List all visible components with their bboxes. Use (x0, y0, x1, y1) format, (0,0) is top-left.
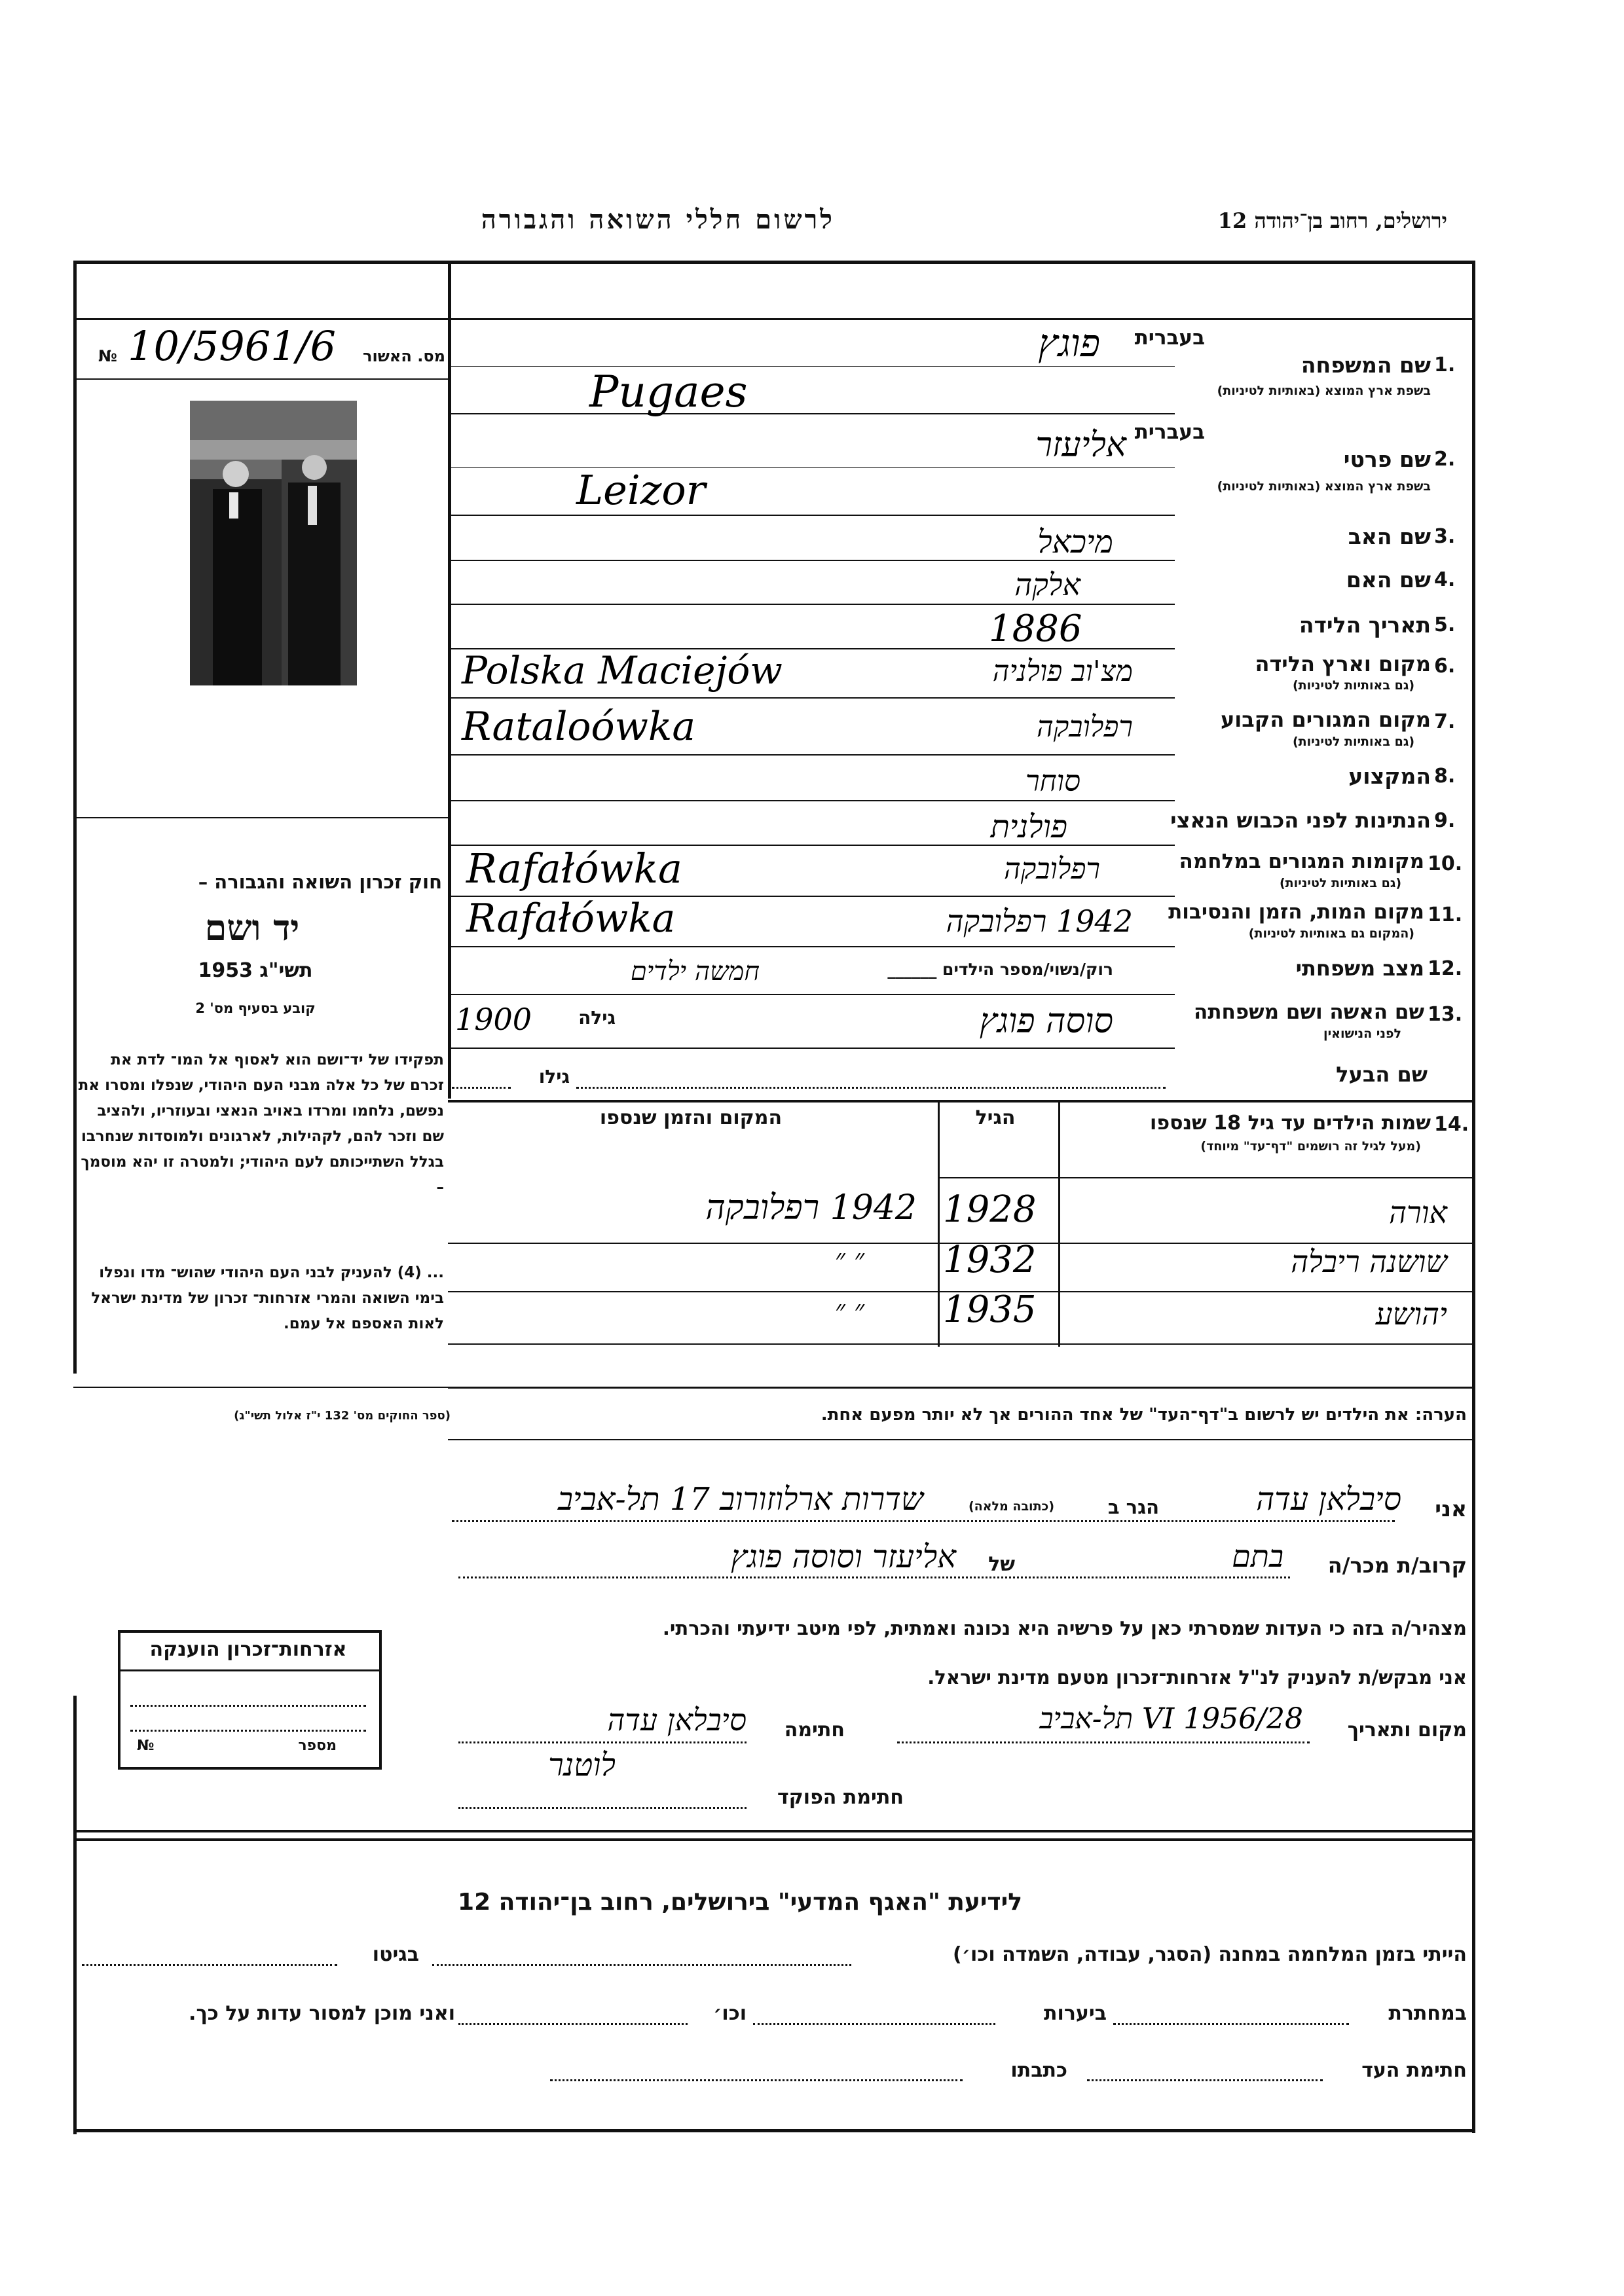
bottom-line2c: וכו׳ (713, 2002, 747, 2025)
child-2-age: 1932 (943, 1239, 1037, 1281)
field-2-label: שם פרטי (1343, 446, 1431, 472)
field-9-value: פולנית (990, 809, 1067, 845)
bottom-line1-dots-1 (432, 1964, 851, 1966)
decl-shel-value: אליעזר וסוסה פוגץ (730, 1539, 956, 1575)
frame-top (73, 261, 1475, 264)
child-1-age: 1928 (943, 1188, 1037, 1231)
decl-relative-value: בתם (1232, 1539, 1283, 1574)
children-top-rule (448, 1100, 1475, 1102)
bottom-line2-dots-1 (1113, 2023, 1349, 2025)
law-clause: קובע בסעיף מס' 2 (195, 1000, 316, 1016)
decl-gar: הגר ב (1107, 1496, 1159, 1518)
decl-shel: של (988, 1553, 1015, 1576)
frame-right (1472, 261, 1475, 2133)
citizenship-line (130, 1705, 366, 1707)
field-9-label: הנתינות לפני הכבוש הנאצי (1170, 808, 1431, 833)
field-1-heb: פוגץ (1038, 321, 1100, 365)
row-rule (448, 800, 1175, 801)
bottom-line3-dots-2 (550, 2079, 963, 2081)
field-11-num: 11. (1428, 903, 1463, 926)
decl-sign-value: סיבלאן עדה (607, 1702, 747, 1738)
decl-place-date-dots (897, 1741, 1310, 1743)
field-11-heb: 1942 רפלובקה (946, 903, 1133, 939)
husband-age-label: גילו (538, 1066, 570, 1087)
children-col-age: הגיל (975, 1106, 1016, 1129)
frame-bottom (73, 2129, 1475, 2132)
children-bottom-rule (448, 1387, 1475, 1389)
decl-relative-dots (458, 1576, 1290, 1578)
husband-label: שם הבעל (1336, 1062, 1428, 1087)
row-rule (448, 413, 1175, 414)
child-1-place: 1942 רפלובקה (705, 1188, 917, 1228)
frame-mid (448, 261, 451, 1099)
field-13-num: 13. (1428, 1003, 1463, 1026)
field-10-label: מקומות המגורים במלחמה (1179, 850, 1424, 873)
field-5-label: תאריך הלידה (1299, 612, 1431, 638)
field-10-latin: Rafałówka (466, 845, 683, 892)
decl-line-1: מצהיר/ה בזה כי העדות שמסרתי כאן על פרשיה היא נכונה ואמתית, לפי מיטב ידיעתי והכרתי. (662, 1617, 1467, 1639)
bottom-line1-dots-2 (82, 1964, 337, 1966)
field-1-sub: בשפת ארץ המוצא (באותיות לטיניות) (1217, 384, 1431, 398)
decl-address-value: שדרות ארלוזורוב 17 תל-אביב (557, 1481, 923, 1518)
citizenship-box (118, 1630, 382, 1770)
field-11-sub: (המקום גם באותיות לטיניות) (1248, 926, 1414, 941)
field-1-latin: Pugaes (589, 367, 748, 417)
field-7-heb: רפלובקה (1036, 710, 1133, 744)
lang-hebrew-2: בעברית (1134, 420, 1205, 444)
decl-place-date-label: מקום ותאריך (1347, 1719, 1467, 1741)
children-header-rule (938, 1177, 1475, 1178)
bottom-line2d: ואני מוכן למסור עדות על כך. (189, 2002, 455, 2025)
child-3-age: 1935 (943, 1288, 1037, 1331)
decl-ani-dots (452, 1520, 1395, 1522)
cert-rule (73, 378, 448, 380)
law-top-rule (73, 817, 448, 818)
child-3-name: יהושע (1375, 1296, 1447, 1332)
form-title: לרשום חללי השואה והגבורה (481, 204, 835, 235)
bottom-line3b: כתבתו (1010, 2059, 1067, 2082)
field-5-value: 1886 (989, 608, 1082, 650)
field-13-sub: לפני הנישואין (1323, 1027, 1401, 1041)
law-bottom-rule (73, 1387, 448, 1388)
field-11-latin: Rafałówka (466, 896, 676, 941)
field-3-num: 3. (1434, 525, 1456, 548)
field-8-num: 8. (1434, 765, 1456, 788)
bottom-line3-dots-1 (1087, 2079, 1323, 2081)
children-num: 14. (1434, 1113, 1469, 1136)
field-12-label: מצב משפחתי (1295, 956, 1424, 981)
field-11-label: מקום המות, הזמן והנסיבות (1168, 900, 1424, 924)
field-13-age: 1900 (455, 1002, 532, 1037)
bottom-double-rule-2 (73, 1838, 1475, 1841)
field-7-label: מקום המגורים הקבוע (1220, 707, 1431, 732)
certificate-number: 10/5961/6 (128, 322, 336, 370)
law-paragraph-1: תפקידו של יד־ושם הוא לאסוף אל המו־ לדת את זכרם של כל אלה מבני העם היהודי, שנפלו ומסרו את נפשם, נלחמו ומרדו באויב הנאצי ובעוזריו, ולהציב שם וזכר להם, לקהילות, לארגונים ולמוסדות שנחרבו בגלל השתייכותם לעם היהודי; ולמטרה זו יהא מוסמך – (78, 1051, 444, 1196)
law-year: תשי"ג 1953 (198, 959, 313, 982)
field-2-sub: בשפת ארץ המוצא (באותיות לטיניות) (1217, 479, 1431, 494)
bottom-line3a: חתימת העד (1361, 2059, 1467, 2082)
field-4-num: 4. (1434, 568, 1456, 591)
bottom-line1b: בגיטו (372, 1943, 419, 1966)
form-address: ירושלים, רחוב בן־יהודה 12 (1217, 208, 1447, 233)
field-13-value: סוסה פוגץ (979, 1002, 1113, 1041)
field-10-num: 10. (1428, 852, 1463, 875)
note-bottom-rule (448, 1439, 1475, 1440)
field-13-label: שם האשה ושם משפחתה (1194, 1000, 1424, 1024)
field-12-num: 12. (1428, 957, 1463, 980)
frame-top-2 (73, 318, 1475, 320)
field-12-value: חמשה ילדים (630, 957, 760, 987)
field-1-label: שם המשפחה (1301, 352, 1431, 378)
child-1-name: אורה (1389, 1195, 1447, 1230)
field-3-value: מיכאל (1037, 524, 1113, 560)
field-6-sub: (גם באותיות לטיניות) (1292, 678, 1414, 693)
decl-officer-label: חתימת הפוקד (777, 1786, 904, 1809)
decl-gar-sub: (כתובה מלאה) (968, 1499, 1054, 1514)
frame-lower-left (73, 1696, 77, 2134)
citizenship-number-label: מספר (298, 1738, 337, 1754)
citizenship-title: אזרחות־זכרון הוענקה (149, 1638, 347, 1661)
row-rule (448, 994, 1175, 995)
row-rule (448, 754, 1175, 756)
bottom-line2b: ביערות (1044, 2002, 1107, 2025)
field-3-label: שם האב (1348, 524, 1431, 549)
child-2-place: ״ ״ (834, 1243, 864, 1275)
decl-place-date-value: 28/VI 1956 תל-אביב (1039, 1702, 1303, 1736)
bottom-line2-dots-2 (753, 2023, 995, 2025)
decl-sign-dots (458, 1741, 747, 1743)
field-2-num: 2. (1434, 448, 1456, 471)
children-col-rule-2 (938, 1101, 940, 1347)
child-2-name: שושנה ריבלה (1291, 1244, 1447, 1279)
children-sub: (מעל לגיל זה רושמים "דף־עד" מיוחד) (1200, 1139, 1421, 1154)
field-8-label: המקצוע (1348, 763, 1431, 789)
sub-rule (448, 366, 1175, 367)
field-5-num: 5. (1434, 613, 1456, 636)
bottom-line2-dots-3 (458, 2023, 688, 2025)
bottom-line1a: הייתי בזמן המלחמה במחנה (הסגר, עבודה, השמדה וכו׳) (953, 1943, 1467, 1966)
field-6-num: 6. (1434, 655, 1456, 678)
children-col-rule-1 (1058, 1101, 1060, 1347)
decl-officer-value: לוטנר (548, 1747, 616, 1783)
row-rule (448, 1048, 1175, 1049)
certificate-suffix: № (98, 347, 117, 365)
decl-ani-value: סיבלאן עדה (1256, 1481, 1401, 1518)
bottom-title: לידיעת "האגף המדעי" בירושלים, רחוב בן־יהודה 12 (458, 1889, 1022, 1916)
photo (190, 401, 357, 685)
decl-line-2: אני מבקש/ת להעניק לנ"ל אזרחות־זכרון מטעם מדינת ישראל. (927, 1666, 1467, 1688)
citizenship-number-suffix: № (137, 1738, 155, 1754)
field-10-sub: (גם באותיות לטיניות) (1279, 876, 1401, 890)
certificate-label: מס. האשור (363, 347, 445, 365)
field-6-latin: Polska Maciejów (462, 648, 783, 693)
decl-ani: אני (1435, 1496, 1467, 1522)
field-10-heb: רפלובקה (1003, 852, 1100, 886)
lang-hebrew-1: בעברית (1134, 326, 1205, 350)
law-name: יד ושם (204, 907, 300, 949)
law-title: חוק זכרון השואה והגבורה – (198, 871, 442, 893)
field-6-heb: מצ'וב פולניה (992, 655, 1133, 688)
field-7-num: 7. (1434, 710, 1456, 733)
field-4-label: שם האם (1346, 567, 1431, 592)
husband-dots (576, 1087, 1166, 1089)
children-row-rule (448, 1343, 1475, 1345)
husband-age-dots (452, 1087, 511, 1089)
row-rule (448, 946, 1175, 947)
children-col-place: המקום והזמן שנספו (599, 1106, 783, 1129)
citizenship-line (130, 1730, 366, 1732)
decl-sign-label: חתימה (784, 1719, 845, 1741)
decl-relative: קרוב/ת מכר/ה (1327, 1553, 1467, 1578)
photo-image (190, 401, 357, 685)
field-12-inline: רוק/נשוי/מספר הילדים ______ (887, 960, 1113, 979)
decl-officer-dots (458, 1807, 747, 1809)
field-13-age-label: גילה (578, 1007, 616, 1029)
bottom-line2a: במחתרת (1388, 2002, 1467, 2025)
law-footer: (ספר החוקים מס' 132 י"ז אלול תשי"ג) (234, 1409, 451, 1423)
field-6-label: מקום וארץ הלידה (1255, 651, 1431, 676)
child-3-place: ״ ״ (834, 1294, 864, 1326)
field-1-num: 1. (1434, 354, 1456, 376)
sub-rule (448, 467, 1175, 468)
law-paragraph-2: ... (4) להעניק לבני העם היהודי שהוש־ מדו ונפלו בימי השואה והמרי אזרחות־ זכרון של מדינת ישראל לאות האספם אל עמם. (91, 1264, 444, 1332)
row-rule (448, 604, 1175, 605)
bottom-double-rule-1 (73, 1830, 1475, 1832)
children-title: שמות הילדים עד גיל 18 שנספו (1150, 1112, 1431, 1135)
citizenship-title-rule (120, 1669, 379, 1671)
field-4-value: אלקה (1014, 567, 1080, 602)
field-7-latin: Rataloówka (462, 704, 696, 750)
field-2-heb: אליעזר (1035, 426, 1126, 465)
field-2-latin: Leizor (576, 466, 706, 514)
row-rule (448, 697, 1175, 699)
row-rule (448, 515, 1175, 516)
field-8-value: סוחר (1025, 765, 1080, 798)
note-text: הערה: את הילדים יש לרשום ב"דף־העד" של אחד ההורים אך לא יותר מפעם אחת. (821, 1405, 1467, 1425)
field-7-sub: (גם באותיות לטיניות) (1292, 735, 1414, 749)
field-9-num: 9. (1434, 809, 1456, 832)
